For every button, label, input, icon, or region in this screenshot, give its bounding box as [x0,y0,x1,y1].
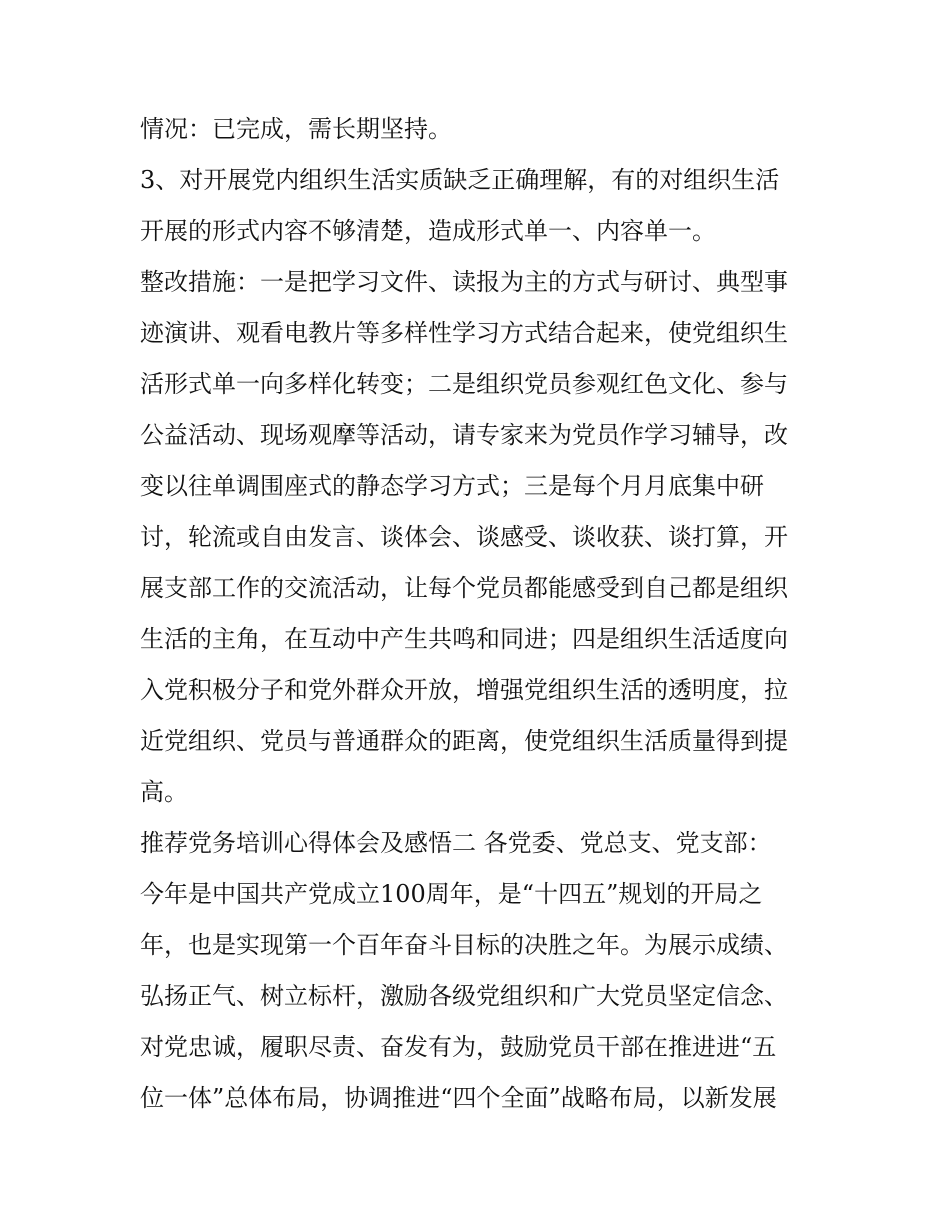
text-line: 情况：已完成，需长期坚持。 [140,115,452,143]
text-line: 整改措施：一是把学习文件、读报为主的方式与研讨、典型事 [140,268,788,296]
text-line: 对党忠诚，履职尽责、奋发有为，鼓励党员干部在推进进“五 [140,1033,777,1061]
body-text [140,108,820,1128]
text-line: 今年是中国共产党成立100周年，是“十四五”规划的开局之 [140,880,763,908]
text-line: 弘扬正气、树立标杆，激励各级党组织和广大党员坚定信念、 [140,982,788,1010]
text-line: 讨，轮流或自由发言、谈体会、谈感受、谈收获、谈打算，开 [140,523,788,551]
text-line: 迹演讲、观看电教片等多样性学习方式结合起来，使党组织生 [140,319,788,347]
text-line: 开展的形式内容不够清楚，造成形式单一、内容单一。 [140,217,716,245]
text-line: 活形式单一向多样化转变；二是组织党员参观红色文化、参与 [140,370,788,398]
text-line: 展支部工作的交流活动，让每个党员都能感受到自己都是组织 [140,574,788,602]
text-line: 生活的主角，在互动中产生共鸣和同进；四是组织生活适度向 [140,625,788,653]
text-line: 变以往单调围座式的静态学习方式；三是每个月月底集中研 [140,472,764,500]
text-line: 近党组织、党员与普通群众的距离，使党组织生活质量得到提 [140,727,788,755]
text-line: 入党积极分子和党外群众开放，增强党组织生活的透明度，拉 [140,676,788,704]
text-line: 公益活动、现场观摩等活动，请专家来为党员作学习辅导，改 [140,421,788,449]
text-line: 高。 [140,778,188,806]
text-line: 3、对开展党内组织生活实质缺乏正确理解，有的对组织生活 [140,166,780,194]
text-line: 位一体”总体布局，协调推进“四个全面”战略布局，以新发展 [140,1084,777,1112]
text-line: 推荐党务培训心得体会及感悟二 各党委、党总支、党支部： [140,829,772,857]
text-line: 年，也是实现第一个百年奋斗目标的决胜之年。为展示成绩、 [140,931,788,959]
